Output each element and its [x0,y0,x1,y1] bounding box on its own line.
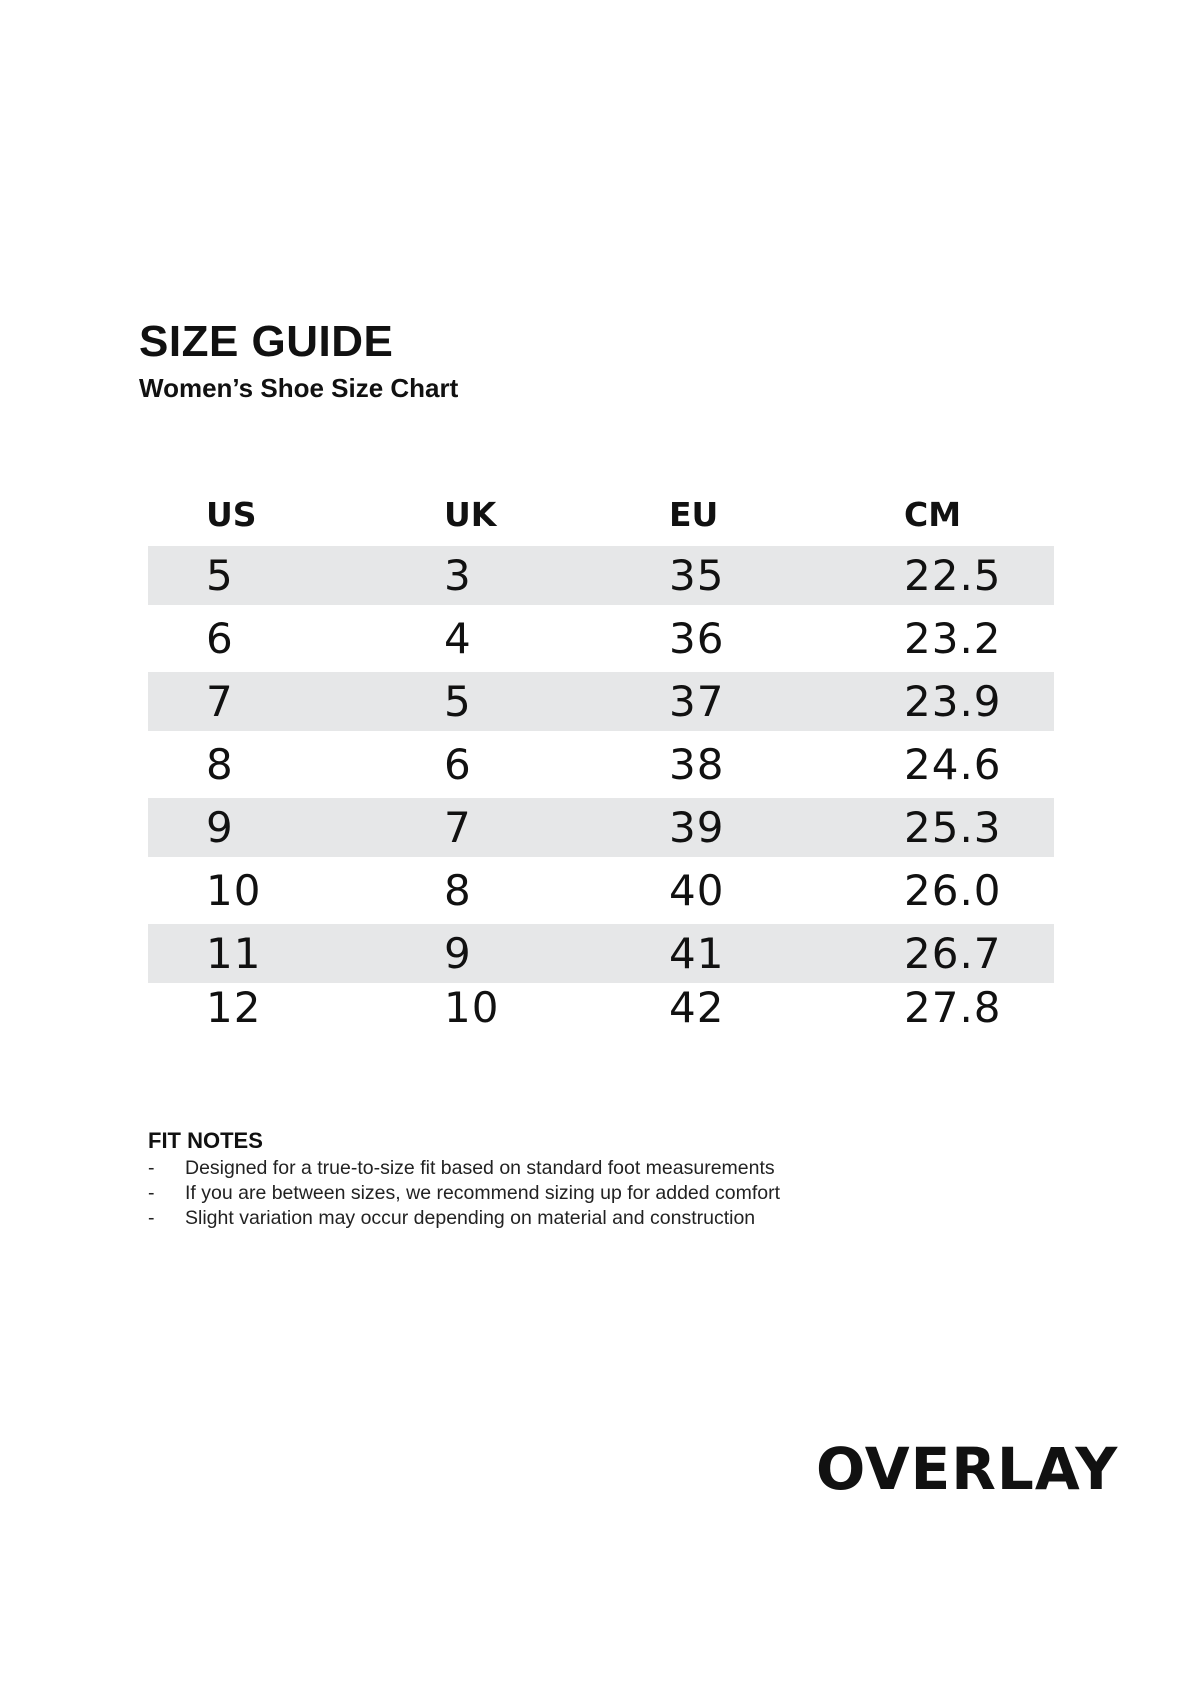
cell-us: 12 [206,983,262,1032]
table-row [148,546,1054,605]
table-header [148,488,1054,546]
cell-us: 11 [206,929,262,978]
cell-uk: 7 [444,803,472,852]
cell-uk: 9 [444,929,472,978]
fit-notes-title: FIT NOTES [148,1128,263,1153]
cell-eu: 41 [669,929,725,978]
cell-uk: 8 [444,866,472,915]
cell-uk: 6 [444,740,472,789]
cell-uk: 4 [444,614,472,663]
list-item [148,1206,1048,1231]
cell-us: 5 [206,551,234,600]
table-row [148,924,1054,983]
list-item [148,1181,1048,1206]
bullet-dash: - [148,1207,155,1229]
cell-us: 10 [206,866,262,915]
table-row [148,798,1054,857]
size-chart-table [148,488,1054,1031]
cell-cm: 23.2 [904,614,1002,663]
cell-us: 9 [206,803,234,852]
bullet-dash: - [148,1182,155,1204]
table-row [148,983,1054,1032]
table-row [148,861,1054,920]
cell-cm: 22.5 [904,551,1002,600]
cell-eu: 36 [669,614,725,663]
header-cm: CM [904,495,962,534]
cell-cm: 23.9 [904,677,1002,726]
cell-eu: 35 [669,551,725,600]
fit-note-text: If you are between sizes, we recommend sizing up for added comfort [185,1182,781,1204]
cell-us: 6 [206,614,234,663]
cell-us: 7 [206,677,234,726]
cell-cm: 26.7 [904,929,1002,978]
fit-notes-list [148,1156,1048,1231]
page-title: SIZE GUIDE [139,317,394,366]
page-subtitle: Women’s Shoe Size Chart [139,373,459,403]
cell-cm: 24.6 [904,740,1002,789]
cell-eu: 37 [669,677,725,726]
cell-uk: 10 [444,983,500,1032]
header-us: US [206,495,257,534]
header-eu: EU [669,495,719,534]
fit-note-text: Designed for a true-to-size fit based on standard foot measurements [185,1157,775,1179]
brand-logo: OVERLAY [816,1435,1119,1503]
cell-cm: 27.8 [904,983,1002,1032]
header-uk: UK [444,495,497,534]
cell-eu: 40 [669,866,725,915]
cell-eu: 42 [669,983,725,1032]
fit-note-text: Slight variation may occur depending on material and construction [185,1207,756,1229]
cell-uk: 5 [444,677,472,726]
cell-cm: 26.0 [904,866,1002,915]
cell-us: 8 [206,740,234,789]
cell-cm: 25.3 [904,803,1002,852]
table-row [148,609,1054,668]
list-item [148,1156,1048,1181]
fit-notes [148,1128,1048,1231]
bullet-dash: - [148,1157,155,1179]
cell-eu: 39 [669,803,725,852]
table-row [148,672,1054,731]
table-row [148,735,1054,794]
cell-eu: 38 [669,740,725,789]
cell-uk: 3 [444,551,472,600]
